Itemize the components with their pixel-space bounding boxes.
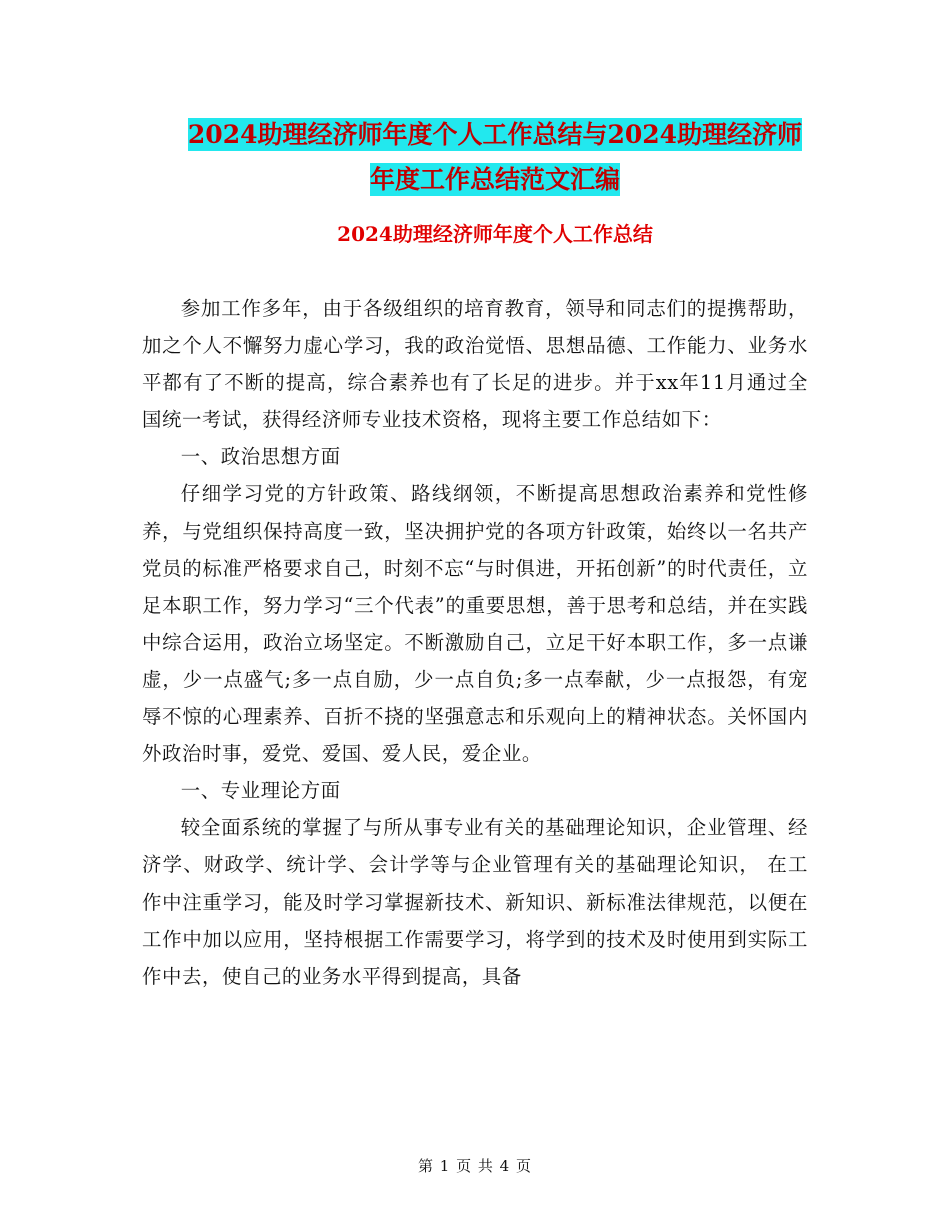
heading-theory: 一、专业理论方面 bbox=[180, 779, 341, 803]
body-text bbox=[142, 290, 808, 995]
paragraph-intro: 参加工作多年，由于各级组织的培育教育，领导和同志们的提携帮助，加之个人不懈努力虚心学习，我的政治觉悟、思想品德、工作能力、业务水平都有了不断的提高，综合素养也有了长足的进步。并于xx年11月通过全国统一考试，获得经济师专业技术资格，现将主要工作总结如下： bbox=[142, 297, 808, 432]
document-title bbox=[140, 112, 850, 202]
title-line-2: 年度工作总结范文汇编 bbox=[369, 165, 620, 194]
heading-political: 一、政治思想方面 bbox=[180, 445, 341, 469]
section-title: 2024助理经济师年度个人工作总结 bbox=[337, 222, 653, 246]
title-line-1: 2024助理经济师年度个人工作总结与2024助理经济师 bbox=[187, 120, 803, 149]
paragraph-political: 仔细学习党的方针政策、路线纲领，不断提高思想政治素养和党性修养，与党组织保持高度一致，坚决拥护党的各项方针政策，始终以一名共产党员的标准严格要求自己，时刻不忘“与时俱进，开拓创新”的时代责任，立足本职工作，努力学习“三个代表”的重要思想，善于思考和总结，并在实践中综合运用，政治立场坚定。不断激励自己，立足干好本职工作，多一点谦虚，少一点盛气;多一点自励，少一点自负;多一点奉献，少一点报怨，有宠辱不惊的心理素养、百折不挠的坚强意志和乐观向上的精神状态。关怀国内外政治时事，爱党、爱国、爱人民，爱企业。 bbox=[142, 482, 808, 766]
paragraph-theory: 较全面系统的掌握了与所从事专业有关的基础理论知识，企业管理、经济学、财政学、统计学、会计学等与企业管理有关的基础理论知识， 在工作中注重学习，能及时学习掌握新技术、新知识、新标准法律规范，以便在工作中加以应用，坚持根据工作需要学习，将学到的技术及时使用到实际工作中去，使自己的业务水平得到提高，具备 bbox=[142, 816, 808, 988]
page-footer: 第 1 页 共 4 页 bbox=[418, 1157, 532, 1175]
